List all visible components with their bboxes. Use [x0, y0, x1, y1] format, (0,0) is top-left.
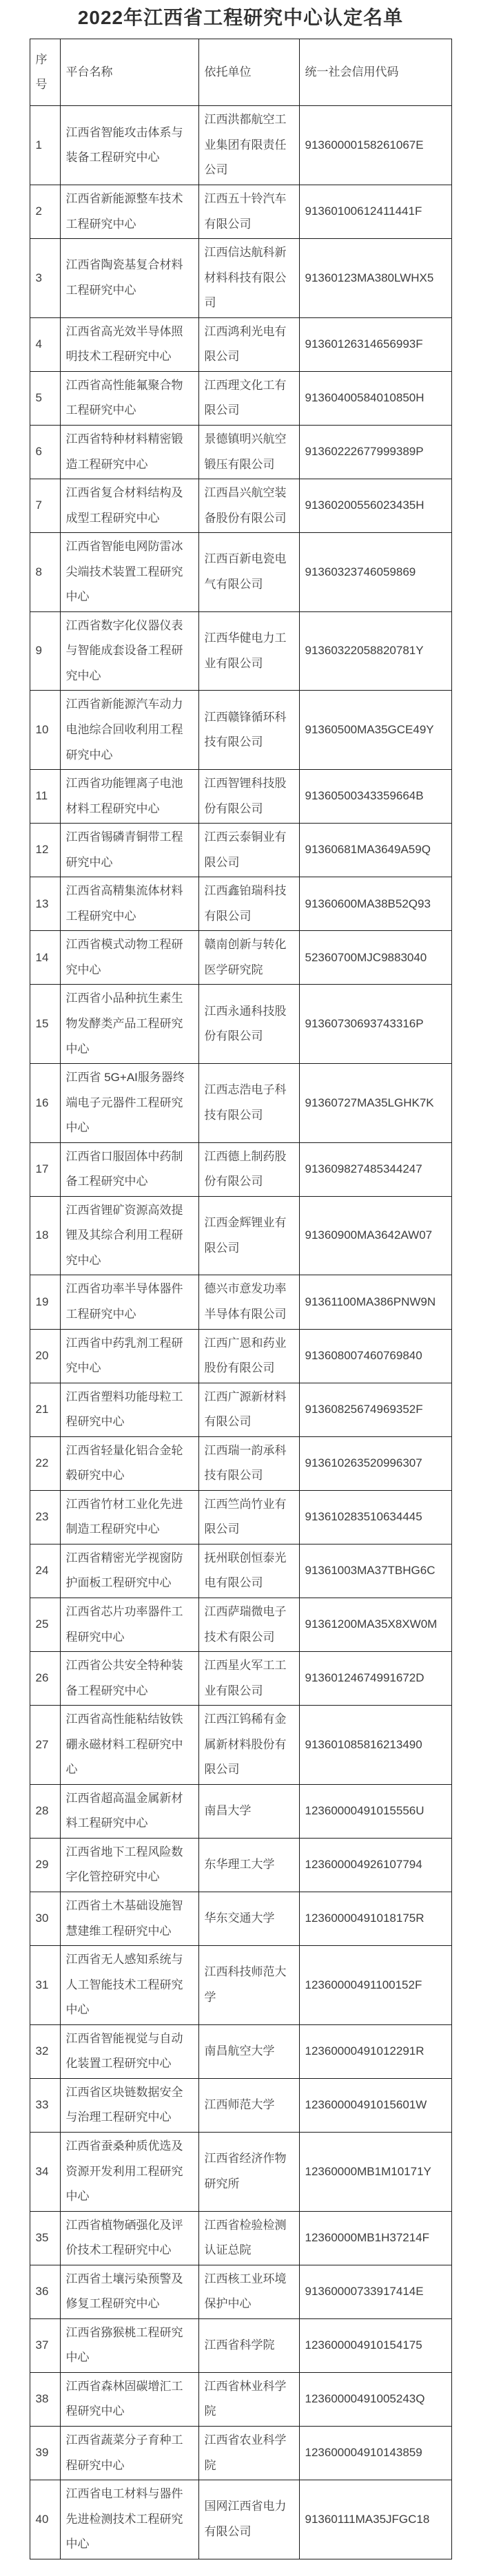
- table-row: [30, 824, 451, 877]
- row-number-cell: 35: [30, 2211, 60, 2265]
- support-unit-cell: 江西德上制药股份有限公司: [198, 1142, 299, 1196]
- support-unit-cell: 德兴市意发功率半导体有限公司: [198, 1275, 299, 1329]
- support-unit-cell: 江西百新电瓷电气有限公司: [198, 533, 299, 612]
- credit-code-cell: 12360000491018175R: [299, 1892, 451, 1946]
- credit-code-cell: 91360500MA35GCE49Y: [299, 691, 451, 770]
- table-row: [30, 185, 451, 239]
- credit-code-cell: 91360825674969352F: [299, 1383, 451, 1436]
- credit-code-cell: 12360000MB1M10171Y: [299, 2132, 451, 2211]
- support-unit-cell: 江西省经济作物研究所: [198, 2132, 299, 2211]
- support-unit-cell: 江西广源新材料有限公司: [198, 1383, 299, 1436]
- credit-code-cell: 91360500343359664B: [299, 770, 451, 824]
- table-row: [30, 2265, 451, 2318]
- support-unit-cell: 抚州联创恒泰光电有限公司: [198, 1544, 299, 1598]
- table-row: [30, 1706, 451, 1785]
- table-row: [30, 2132, 451, 2211]
- table-row: [30, 1329, 451, 1383]
- credit-code-cell: 913601085816213490: [299, 1706, 451, 1785]
- support-unit-cell: 华东交通大学: [198, 1892, 299, 1946]
- support-unit-cell: 江西萨瑞微电子技术有限公司: [198, 1598, 299, 1652]
- credit-code-cell: 91361100MA386PNW9N: [299, 1275, 451, 1329]
- header-cell-unit: 依托单位: [198, 39, 299, 106]
- table-row: [30, 2372, 451, 2426]
- row-number-cell: 39: [30, 2426, 60, 2480]
- support-unit-cell: 江西瑞一韵承科技有限公司: [198, 1436, 299, 1490]
- credit-code-cell: 123600004926107794: [299, 1838, 451, 1892]
- platform-name-cell: 江西省功能锂离子电池材料工程研究中心: [60, 770, 198, 824]
- row-number-cell: 33: [30, 2078, 60, 2132]
- support-unit-cell: 江西星火军工工业有限公司: [198, 1652, 299, 1706]
- platform-name-cell: 江西省电工材料与器件先进检测技术工程研究中心: [60, 2480, 198, 2559]
- row-number-cell: 23: [30, 1490, 60, 1544]
- credit-code-cell: 91361200MA35X8XW0M: [299, 1598, 451, 1652]
- platform-name-cell: 江西省复合材料结构及成型工程研究中心: [60, 479, 198, 533]
- table-row: [30, 425, 451, 479]
- platform-name-cell: 江西省塑料功能母粒工程研究中心: [60, 1383, 198, 1436]
- credit-code-cell: 91360000733917414E: [299, 2265, 451, 2318]
- credit-code-cell: 12360000491012291R: [299, 2024, 451, 2078]
- table-row: [30, 1383, 451, 1436]
- platform-name-cell: 江西省植物硒强化及评价技术工程研究中心: [60, 2211, 198, 2265]
- credit-code-cell: 91360900MA3642AW07: [299, 1196, 451, 1275]
- platform-name-cell: 江西省模式动物工程研究中心: [60, 931, 198, 985]
- platform-name-cell: 江西省高性能粘结钕铁硼永磁材料工程研究中心: [60, 1706, 198, 1785]
- platform-name-cell: 江西省数字化仪器仪表与智能成套设备工程研究中心: [60, 611, 198, 691]
- row-number-cell: 27: [30, 1706, 60, 1785]
- support-unit-cell: 江西鸿利光电有限公司: [198, 317, 299, 371]
- row-number-cell: 9: [30, 611, 60, 691]
- platform-name-cell: 江西省新能源整车技术工程研究中心: [60, 185, 198, 239]
- table-row: [30, 2318, 451, 2372]
- row-number-cell: 13: [30, 877, 60, 931]
- platform-name-cell: 江西省土木基础设施智慧建维工程研究中心: [60, 1892, 198, 1946]
- table-row: [30, 931, 451, 985]
- credit-code-cell: 913608007460769840: [299, 1329, 451, 1383]
- table-row: [30, 479, 451, 533]
- credit-code-cell: 91361003MA37TBHG6C: [299, 1544, 451, 1598]
- platform-name-cell: 江西省高性能氟聚合物工程研究中心: [60, 371, 198, 425]
- credit-code-cell: 12360000491005243Q: [299, 2372, 451, 2426]
- credit-code-cell: 12360000491100152F: [299, 1946, 451, 2025]
- header-cell-name: 平台名称: [60, 39, 198, 106]
- support-unit-cell: 江西金辉锂业有限公司: [198, 1196, 299, 1275]
- row-number-cell: 19: [30, 1275, 60, 1329]
- header-cell-no: 序号: [30, 39, 60, 106]
- support-unit-cell: 江西智锂科技股份有限公司: [198, 770, 299, 824]
- row-number-cell: 26: [30, 1652, 60, 1706]
- credit-code-cell: 52360700MJC9883040: [299, 931, 451, 985]
- support-unit-cell: 江西理文化工有限公司: [198, 371, 299, 425]
- support-unit-cell: 赣南创新与转化医学研究院: [198, 931, 299, 985]
- credit-code-cell: 91360730693743316P: [299, 985, 451, 1064]
- credit-code-cell: 91360111MA35JFGC18: [299, 2480, 451, 2559]
- table-row: [30, 1490, 451, 1544]
- platform-name-cell: 江西省陶瓷基复合材料工程研究中心: [60, 239, 198, 318]
- support-unit-cell: 国网江西省电力有限公司: [198, 2480, 299, 2559]
- platform-name-cell: 江西省轻量化铝合金轮毂研究中心: [60, 1436, 198, 1490]
- platform-name-cell: 江西省公共安全特种装备工程研究中心: [60, 1652, 198, 1706]
- support-unit-cell: 江西信达航科新材料科技有限公司: [198, 239, 299, 318]
- credit-code-cell: 91360322058820781Y: [299, 611, 451, 691]
- research-center-table: [30, 39, 452, 2559]
- table-row: [30, 691, 451, 770]
- support-unit-cell: 东华理工大学: [198, 1838, 299, 1892]
- support-unit-cell: 南昌航空大学: [198, 2024, 299, 2078]
- table-row: [30, 533, 451, 612]
- table-row: [30, 2078, 451, 2132]
- row-number-cell: 30: [30, 1892, 60, 1946]
- row-number-cell: 4: [30, 317, 60, 371]
- platform-name-cell: 江西省智能电网防雷冰尖端技术装置工程研究中心: [60, 533, 198, 612]
- table-row: [30, 1436, 451, 1490]
- row-number-cell: 32: [30, 2024, 60, 2078]
- row-number-cell: 31: [30, 1946, 60, 2025]
- platform-name-cell: 江西省蔬菜分子育种工程研究中心: [60, 2426, 198, 2480]
- support-unit-cell: 江西核工业环境保护中心: [198, 2265, 299, 2318]
- table-row: [30, 2480, 451, 2559]
- row-number-cell: 38: [30, 2372, 60, 2426]
- page-title: 2022年江西省工程研究中心认定名单: [77, 7, 404, 28]
- platform-name-cell: 江西省地下工程风险数字化管控研究中心: [60, 1838, 198, 1892]
- row-number-cell: 17: [30, 1142, 60, 1196]
- table-row: [30, 611, 451, 691]
- credit-code-cell: 91360123MA380LWHX5: [299, 239, 451, 318]
- support-unit-cell: 江西省农业科学院: [198, 2426, 299, 2480]
- table-row: [30, 239, 451, 318]
- row-number-cell: 3: [30, 239, 60, 318]
- table-row: [30, 1064, 451, 1143]
- platform-name-cell: 江西省中药乳剂工程研究中心: [60, 1329, 198, 1383]
- table-row: [30, 2211, 451, 2265]
- support-unit-cell: 南昌大学: [198, 1784, 299, 1838]
- row-number-cell: 24: [30, 1544, 60, 1598]
- table-row: [30, 1892, 451, 1946]
- platform-name-cell: 江西省高光效半导体照明技术工程研究中心: [60, 317, 198, 371]
- support-unit-cell: 江西鑫铂瑞科技有限公司: [198, 877, 299, 931]
- row-number-cell: 8: [30, 533, 60, 612]
- table-row: [30, 985, 451, 1064]
- platform-name-cell: 江西省猕猴桃工程研究中心: [60, 2318, 198, 2372]
- support-unit-cell: 江西省检验检测认证总院: [198, 2211, 299, 2265]
- credit-code-cell: 12360000MB1H37214F: [299, 2211, 451, 2265]
- table-body: [30, 106, 451, 2559]
- credit-code-cell: 91360400584010850H: [299, 371, 451, 425]
- platform-name-cell: 江西省超高温金属新材料工程研究中心: [60, 1784, 198, 1838]
- support-unit-cell: 景德镇明兴航空锻压有限公司: [198, 425, 299, 479]
- credit-code-cell: 91360124674991672D: [299, 1652, 451, 1706]
- credit-code-cell: 91360100612411441F: [299, 185, 451, 239]
- credit-code-cell: 12360000491015556U: [299, 1784, 451, 1838]
- platform-name-cell: 江西省锡磷青铜带工程研究中心: [60, 824, 198, 877]
- platform-name-cell: 江西省森林固碳增汇工程研究中心: [60, 2372, 198, 2426]
- row-number-cell: 37: [30, 2318, 60, 2372]
- row-number-cell: 10: [30, 691, 60, 770]
- support-unit-cell: 江西昌兴航空装备股份有限公司: [198, 479, 299, 533]
- support-unit-cell: 江西五十铃汽车有限公司: [198, 185, 299, 239]
- credit-code-cell: 91360727MA35LGHK7K: [299, 1064, 451, 1143]
- table-row: [30, 2426, 451, 2480]
- credit-code-cell: 91360222677999389P: [299, 425, 451, 479]
- platform-name-cell: 江西省小品种抗生素生物发酵类产品工程研究中心: [60, 985, 198, 1064]
- table-row: [30, 877, 451, 931]
- table-row: [30, 1275, 451, 1329]
- support-unit-cell: 江西省科学院: [198, 2318, 299, 2372]
- header-cell-code: 统一社会信用代码: [299, 39, 451, 106]
- support-unit-cell: 江西赣锋循环科技有限公司: [198, 691, 299, 770]
- platform-name-cell: 江西省口服固体中药制备工程研究中心: [60, 1142, 198, 1196]
- table-row: [30, 1946, 451, 2025]
- platform-name-cell: 江西省精密光学视窗防护面板工程研究中心: [60, 1544, 198, 1598]
- support-unit-cell: 江西广恩和药业股份有限公司: [198, 1329, 299, 1383]
- credit-code-cell: 123600004910154175: [299, 2318, 451, 2372]
- credit-code-cell: 123600004910143859: [299, 2426, 451, 2480]
- row-number-cell: 40: [30, 2480, 60, 2559]
- credit-code-cell: 913609827485344247: [299, 1142, 451, 1196]
- table-row: [30, 1544, 451, 1598]
- platform-name-cell: 江西省芯片功率器件工程研究中心: [60, 1598, 198, 1652]
- table-row: [30, 770, 451, 824]
- row-number-cell: 2: [30, 185, 60, 239]
- row-number-cell: 16: [30, 1064, 60, 1143]
- platform-name-cell: 江西省竹材工业化先进制造工程研究中心: [60, 1490, 198, 1544]
- table-row: [30, 371, 451, 425]
- platform-name-cell: 江西省区块链数据安全与治理工程研究中心: [60, 2078, 198, 2132]
- table-row: [30, 1196, 451, 1275]
- support-unit-cell: 江西永通科技股份有限公司: [198, 985, 299, 1064]
- platform-name-cell: 江西省新能源汽车动力电池综合回收利用工程研究中心: [60, 691, 198, 770]
- platform-name-cell: 江西省功率半导体器件工程研究中心: [60, 1275, 198, 1329]
- credit-code-cell: 91360126314656993F: [299, 317, 451, 371]
- support-unit-cell: 江西云泰铜业有限公司: [198, 824, 299, 877]
- row-number-cell: 15: [30, 985, 60, 1064]
- row-number-cell: 6: [30, 425, 60, 479]
- platform-name-cell: 江西省土壤污染预警及修复工程研究中心: [60, 2265, 198, 2318]
- platform-name-cell: 江西省无人感知系统与人工智能技术工程研究中心: [60, 1946, 198, 2025]
- table-row: [30, 317, 451, 371]
- support-unit-cell: 江西师范大学: [198, 2078, 299, 2132]
- row-number-cell: 25: [30, 1598, 60, 1652]
- credit-code-cell: 91360000158261067E: [299, 106, 451, 185]
- credit-code-cell: 91360323746059869: [299, 533, 451, 612]
- row-number-cell: 28: [30, 1784, 60, 1838]
- row-number-cell: 7: [30, 479, 60, 533]
- credit-code-cell: 913610263520996307: [299, 1436, 451, 1490]
- table-row: [30, 1652, 451, 1706]
- support-unit-cell: 江西科技师范大学: [198, 1946, 299, 2025]
- platform-name-cell: 江西省蚕桑种质优选及资源开发利用工程研究中心: [60, 2132, 198, 2211]
- support-unit-cell: 江西江钨稀有金属新材料股份有限公司: [198, 1706, 299, 1785]
- row-number-cell: 36: [30, 2265, 60, 2318]
- support-unit-cell: 江西洪都航空工业集团有限责任公司: [198, 106, 299, 185]
- row-number-cell: 29: [30, 1838, 60, 1892]
- row-number-cell: 12: [30, 824, 60, 877]
- credit-code-cell: 12360000491015601W: [299, 2078, 451, 2132]
- row-number-cell: 5: [30, 371, 60, 425]
- row-number-cell: 1: [30, 106, 60, 185]
- row-number-cell: 20: [30, 1329, 60, 1383]
- support-unit-cell: 江西竺尚竹业有限公司: [198, 1490, 299, 1544]
- platform-name-cell: 江西省智能攻击体系与装备工程研究中心: [60, 106, 198, 185]
- platform-name-cell: 江西省 5G+AI服务器终端电子元器件工程研究中心: [60, 1064, 198, 1143]
- row-number-cell: 21: [30, 1383, 60, 1436]
- row-number-cell: 14: [30, 931, 60, 985]
- row-number-cell: 11: [30, 770, 60, 824]
- table-row: [30, 1142, 451, 1196]
- support-unit-cell: 江西省林业科学院: [198, 2372, 299, 2426]
- row-number-cell: 34: [30, 2132, 60, 2211]
- support-unit-cell: 江西华健电力工业有限公司: [198, 611, 299, 691]
- platform-name-cell: 江西省特种材料精密锻造工程研究中心: [60, 425, 198, 479]
- table-row: [30, 1784, 451, 1838]
- platform-name-cell: 江西省智能视觉与自动化装置工程研究中心: [60, 2024, 198, 2078]
- table-header: [30, 39, 451, 106]
- credit-code-cell: 91360200556023435H: [299, 479, 451, 533]
- credit-code-cell: 913610283510634445: [299, 1490, 451, 1544]
- platform-name-cell: 江西省锂矿资源高效提锂及其综合利用工程研究中心: [60, 1196, 198, 1275]
- table-row: [30, 1838, 451, 1892]
- table-row: [30, 1598, 451, 1652]
- row-number-cell: 22: [30, 1436, 60, 1490]
- credit-code-cell: 91360681MA3649A59Q: [299, 824, 451, 877]
- table-row: [30, 106, 451, 185]
- table-header-row: [30, 39, 451, 106]
- support-unit-cell: 江西志浩电子科技有限公司: [198, 1064, 299, 1143]
- row-number-cell: 18: [30, 1196, 60, 1275]
- table-row: [30, 2024, 451, 2078]
- credit-code-cell: 91360600MA38B52Q93: [299, 877, 451, 931]
- platform-name-cell: 江西省高精集流体材料工程研究中心: [60, 877, 198, 931]
